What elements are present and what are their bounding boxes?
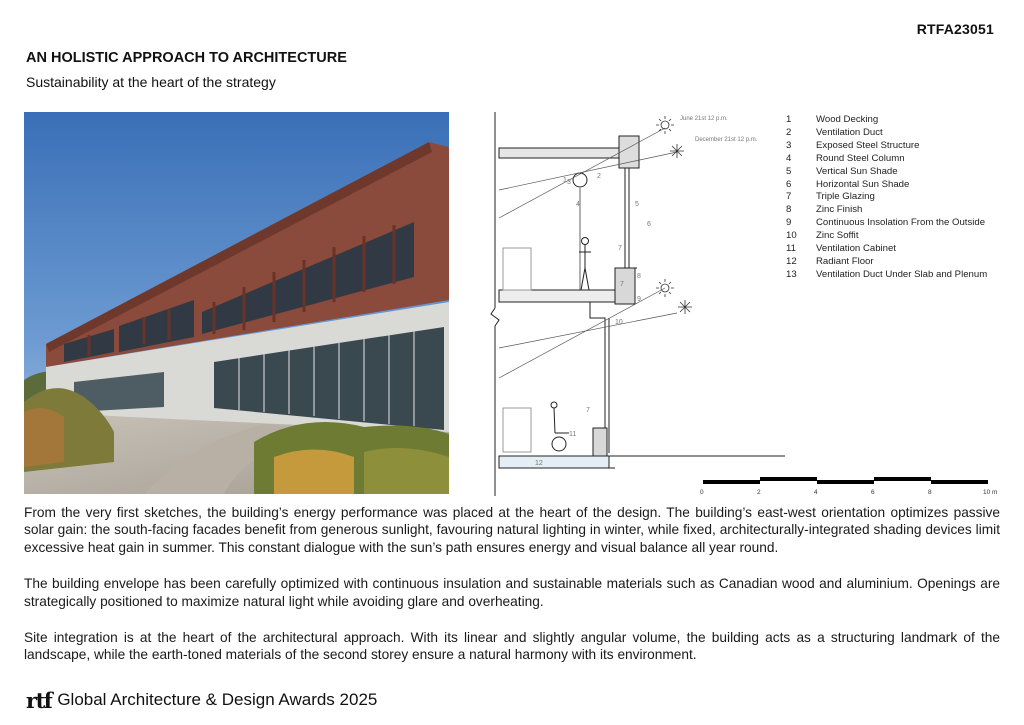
section-legend [786,114,1021,282]
legend-item [786,243,1021,256]
legend-text: Horizontal Sun Shade [816,178,910,190]
legend-number: 7 [786,191,792,203]
detail-number: 7 [618,245,622,252]
scale-label: 4 [814,489,818,496]
sun-label-june: June 21st 12 p.m. [680,116,728,122]
scale-label: 2 [757,489,761,496]
legend-item [786,127,1021,140]
detail-number: 2 [597,173,601,180]
legend-item [786,217,1021,230]
legend-number: 6 [786,178,792,190]
scale-label: 0 [700,489,704,496]
legend-number: 13 [786,268,797,280]
paragraph: The building envelope has been carefully optimized with continuous insulation and sustainable materials such as Canadian wood and aluminium. Openings are strategically positioned to maximize natural light while avoiding glare and overheating. [24,576,1000,609]
detail-number: 3 [567,179,571,186]
footer [26,688,377,712]
detail-number: 9 [637,296,641,303]
detail-numbers [535,173,651,467]
legend-number: 11 [786,243,796,255]
detail-number: 7 [620,281,624,288]
description-text [24,504,1000,683]
legend-item [786,269,1021,282]
page-subtitle: Sustainability at the heart of the strategy [26,74,276,90]
legend-text: Wood Decking [816,114,879,125]
legend-number: 10 [786,230,797,242]
legend-text: Ventilation Duct [816,126,883,138]
detail-number: 11 [569,431,577,438]
legend-text: Radiant Floor [816,255,874,267]
sun-label-december: December 21st 12 p.m. [695,137,758,143]
page-title: AN HOLISTIC APPROACH TO ARCHITECTURE [26,50,347,66]
legend-text: Exposed Steel Structure [816,139,920,151]
detail-number: 5 [635,201,639,208]
legend-item [786,204,1021,217]
legend-text: Zinc Soffit [816,230,859,242]
legend-item [786,114,1021,127]
scale-label: 10 m [983,489,998,496]
legend-number: 8 [786,204,792,216]
detail-number: 1 [563,177,567,184]
paragraph: From the very first sketches, the building’s energy performance was placed at the heart of the design. The building’s east-west orientation optimizes passive solar gain: the south-facing facades benefit from generous sunlight, favouring natural lighting in winter, while fixed, architecturally-integrated shading devices limit excessive heat gain in summer. This constant dialogue with the sun’s path ensures energy and visual balance all year round. [24,505,1000,555]
rtf-logo: rtf [26,687,52,713]
legend-item [786,256,1021,269]
legend-item [786,166,1021,179]
legend-item [786,230,1021,243]
legend-text: Vertical Sun Shade [816,165,898,177]
scale-label: 8 [928,489,932,496]
scale-bar [695,470,1005,500]
legend-text: Continuous Insolation From the Outside [816,217,986,229]
legend-number: 1 [786,114,792,125]
legend-number: 3 [786,139,792,151]
legend-number: 9 [786,217,792,229]
detail-number: 10 [615,319,623,326]
paragraph: Site integration is at the heart of the architectural approach. With its linear and slightly angular volume, the building acts as a structuring landmark of the landscape, while the earth-toned materials of the second storey ensure a natural harmony with its environment. [24,630,1000,663]
building-photo [24,112,449,494]
detail-number: 6 [647,221,651,228]
legend-item [786,191,1021,204]
legend-number: 5 [786,165,792,177]
legend-text: Ventilation Cabinet [816,243,897,255]
detail-number: 8 [637,273,641,280]
legend-text: Round Steel Column [816,152,905,164]
legend-number: 4 [786,152,792,164]
detail-number: 4 [576,201,580,208]
award-title: Global Architecture & Design Awards 2025 [57,690,378,709]
wall-section-diagram [455,108,785,500]
legend-text: Triple Glazing [816,191,875,203]
scale-label: 6 [871,489,875,496]
legend-number: 12 [786,255,797,267]
legend-text: Zinc Finish [816,204,863,216]
legend-item [786,179,1021,192]
legend-number: 2 [786,126,792,138]
legend-item [786,153,1021,166]
legend-text: Ventilation Duct Under Slab and Plenum [816,268,988,280]
detail-number: 12 [535,460,543,467]
project-code: RTFA23051 [916,21,994,37]
legend-item [786,140,1021,153]
detail-number: 7 [586,407,590,414]
